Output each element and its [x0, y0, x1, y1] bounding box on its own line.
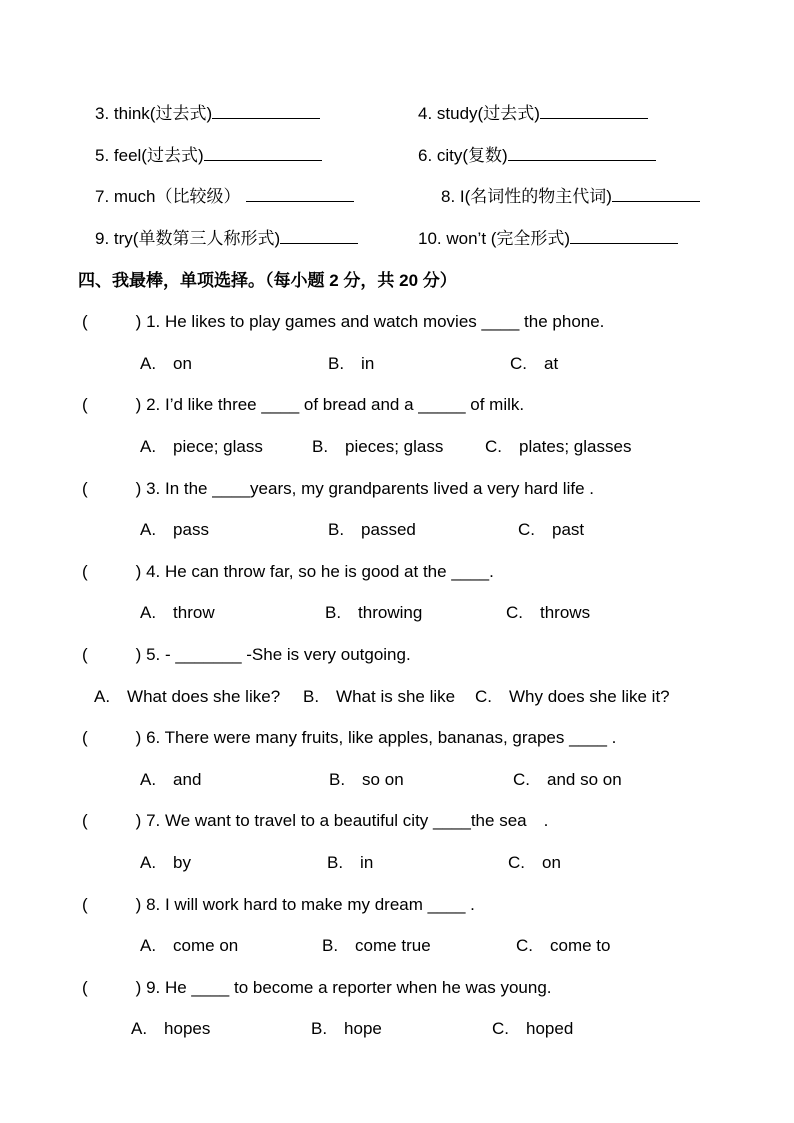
question-5 — [82, 644, 411, 666]
question-8 — [82, 894, 475, 916]
fill-item-label: 9. try(单数第三人称形式) — [95, 229, 281, 248]
option-b[interactable]: B. in — [327, 853, 374, 872]
answer-paren[interactable]: ( ) — [82, 645, 142, 664]
question-stem: 4. He can throw far, so he is good at the ____. — [146, 562, 494, 581]
fill-item-label: 8. I(名词性的物主代词) — [441, 187, 612, 206]
question-6 — [82, 727, 616, 749]
section-title: 四、我最棒，单项选择。（每小题 2 分，共 20 分） — [78, 271, 457, 290]
question-stem: 6. There were many fruits, like apples, bananas, grapes ____ . — [146, 728, 617, 747]
question-stem: 9. He ____ to become a reporter when he was young. — [146, 978, 552, 997]
option-c[interactable]: C. and so on — [513, 770, 622, 789]
answer-paren[interactable]: ( ) — [82, 562, 142, 581]
fill-item-6 — [418, 145, 656, 167]
option-c[interactable]: C. Why does she like it? — [475, 687, 670, 706]
fill-item-label: 3. think(过去式) — [95, 104, 213, 123]
option-a[interactable]: A. and — [140, 770, 202, 789]
question-stem: 5. - _______ -She is very outgoing. — [146, 645, 411, 664]
question-2 — [82, 394, 524, 416]
fill-item-9 — [95, 228, 358, 250]
fill-item-3 — [95, 103, 320, 125]
question-stem: 2. I’d like three ____ of bread and a _____ of milk. — [146, 395, 525, 414]
answer-paren[interactable]: ( ) — [82, 978, 142, 997]
answer-blank[interactable] — [212, 103, 320, 119]
answer-blank[interactable] — [612, 186, 700, 202]
question-1 — [82, 311, 604, 333]
fill-item-8 — [441, 186, 700, 208]
option-a[interactable]: A. piece; glass — [140, 437, 263, 456]
option-a[interactable]: A. hopes — [131, 1019, 211, 1038]
option-a[interactable]: A. throw — [140, 603, 215, 622]
fill-item-label: 4. study(过去式) — [418, 104, 540, 123]
question-stem: 7. We want to travel to a beautiful city ____the sea . — [146, 811, 549, 830]
answer-paren[interactable]: ( ) — [82, 312, 142, 331]
answer-paren[interactable]: ( ) — [82, 395, 142, 414]
answer-blank[interactable] — [280, 228, 358, 244]
fill-item-label: 5. feel(过去式) — [95, 146, 204, 165]
question-stem: 3. In the ____years, my grandparents lived a very hard life . — [146, 479, 594, 498]
question-stem: 8. I will work hard to make my dream ____ . — [146, 895, 475, 914]
answer-paren[interactable]: ( ) — [82, 895, 142, 914]
fill-item-label: 6. city(复数) — [418, 146, 508, 165]
answer-paren[interactable]: ( ) — [82, 728, 142, 747]
fill-item-label: 7. much（比较级） — [95, 187, 241, 206]
answer-blank[interactable] — [570, 228, 678, 244]
option-c[interactable]: C. past — [518, 520, 585, 539]
fill-item-4 — [418, 103, 648, 125]
option-b[interactable]: B. in — [328, 354, 375, 373]
question-stem: 1. He likes to play games and watch movies ____ the phone. — [146, 312, 605, 331]
fill-item-label: 10. won’t (完全形式) — [418, 229, 571, 248]
option-a[interactable]: A. What does she like? — [94, 687, 281, 706]
fill-item-10 — [418, 228, 678, 250]
option-b[interactable]: B. throwing — [325, 603, 423, 622]
option-b[interactable]: B. What is she like — [303, 687, 456, 706]
question-9 — [82, 977, 552, 999]
option-a[interactable]: A. pass — [140, 520, 209, 539]
option-a[interactable]: A. by — [140, 853, 192, 872]
option-a[interactable]: A. on — [140, 354, 192, 373]
answer-blank[interactable] — [508, 145, 656, 161]
option-c[interactable]: C. at — [510, 354, 559, 373]
option-a[interactable]: A. come on — [140, 936, 239, 955]
question-3 — [82, 478, 594, 500]
option-b[interactable]: B. come true — [322, 936, 431, 955]
answer-blank[interactable] — [540, 103, 648, 119]
option-c[interactable]: C. plates; glasses — [485, 437, 632, 456]
option-c[interactable]: C. on — [508, 853, 561, 872]
answer-blank[interactable] — [246, 186, 354, 202]
option-b[interactable]: B. hope — [311, 1019, 382, 1038]
question-7 — [82, 810, 548, 832]
fill-item-5 — [95, 145, 322, 167]
option-b[interactable]: B. so on — [329, 770, 404, 789]
answer-paren[interactable]: ( ) — [82, 479, 142, 498]
fill-item-7 — [95, 186, 354, 208]
option-b[interactable]: B. pieces; glass — [312, 437, 444, 456]
answer-blank[interactable] — [204, 145, 322, 161]
option-c[interactable]: C. come to — [516, 936, 611, 955]
answer-paren[interactable]: ( ) — [82, 811, 142, 830]
option-c[interactable]: C. throws — [506, 603, 591, 622]
option-c[interactable]: C. hoped — [492, 1019, 574, 1038]
question-4 — [82, 561, 494, 583]
option-b[interactable]: B. passed — [328, 520, 416, 539]
